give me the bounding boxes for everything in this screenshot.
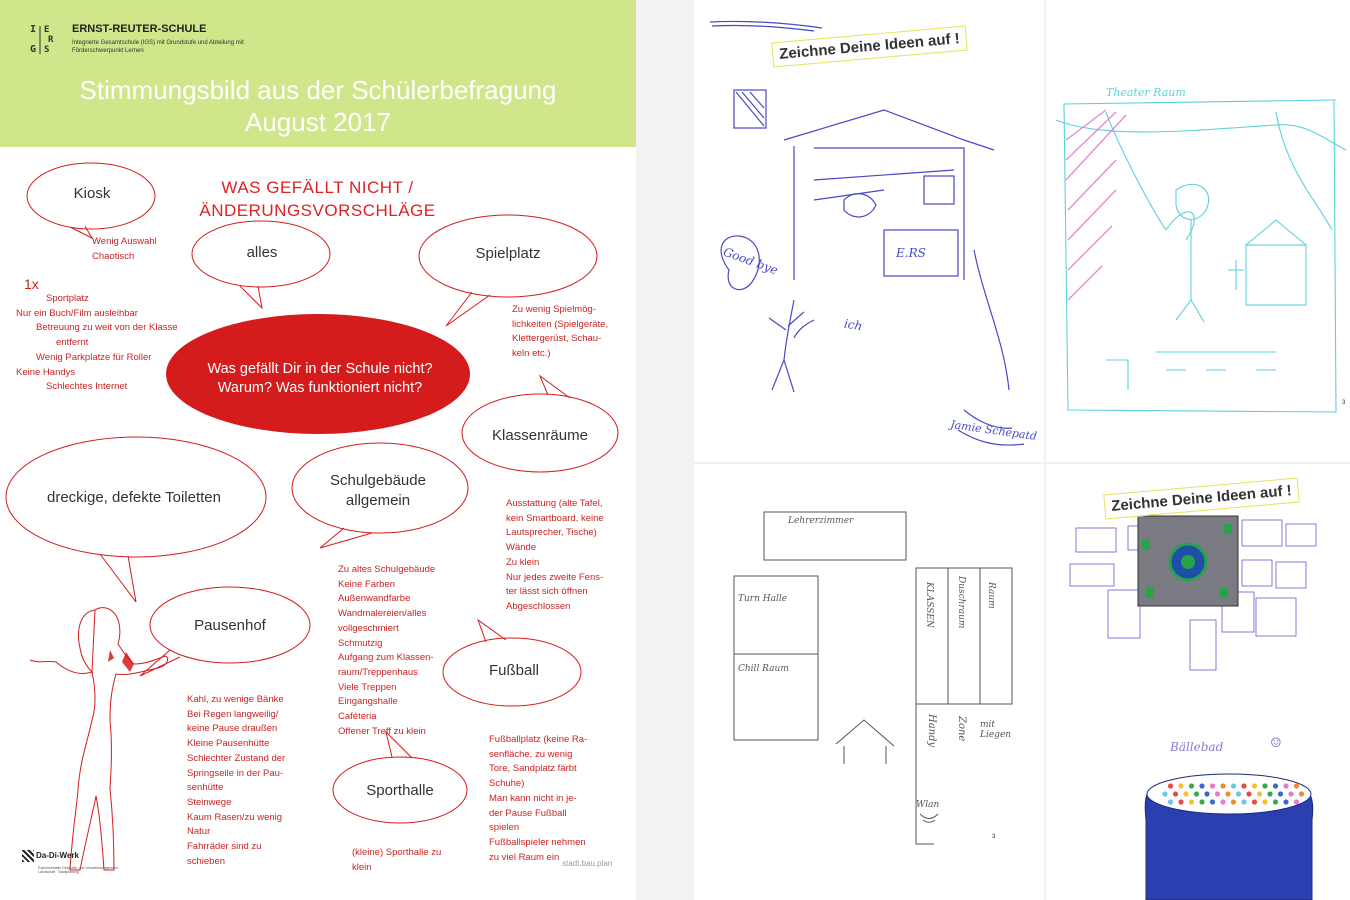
hw-chill-raum: Chill Raum <box>738 664 789 674</box>
ball-dot <box>1220 799 1225 804</box>
note-line: keine Pause draußen <box>187 723 278 735</box>
note-line: Keine Handys <box>16 366 76 378</box>
bubble-label-sporthalle: Sporthalle <box>366 782 434 799</box>
hw-ich: ich <box>842 316 864 334</box>
ball-dot <box>1204 791 1209 796</box>
note-line: senfläche, zu wenig <box>489 748 573 760</box>
note-line: schieben <box>187 855 226 867</box>
ball-dot <box>1267 791 1272 796</box>
note-line: Schlechtes Internet <box>46 381 128 393</box>
ball-dot <box>1236 791 1241 796</box>
notes-sporthalle <box>352 846 441 875</box>
note-line: Fußballspieler nehmen <box>489 836 586 848</box>
hw-ers: E.RS <box>896 246 926 260</box>
banner-zeichne-2: Zeichne Deine Ideen auf ! <box>1103 478 1299 520</box>
hw-klassen: KLASSEN <box>924 582 934 628</box>
ball-dot <box>1178 799 1183 804</box>
notes-misc <box>16 292 178 395</box>
svg-text:G: G <box>30 44 37 55</box>
ball-dot <box>1225 791 1230 796</box>
note-line: Bei Regen langweilig/ <box>187 708 279 720</box>
ball-dot <box>1199 783 1204 788</box>
ball-dot <box>1210 799 1215 804</box>
sketch-theater-room <box>1046 0 1350 462</box>
dadi-name: Da-Di-Werk <box>36 851 79 861</box>
hw-baellebad: Bällebad <box>1170 740 1224 754</box>
note-line: spielen <box>489 822 520 834</box>
heading-line-1: WAS GEFÄLLT NICHT / <box>221 178 414 197</box>
sketch-ball-pit <box>1046 464 1350 900</box>
ball-dot <box>1231 799 1236 804</box>
note-line: kein Smartboard, keine <box>506 512 604 524</box>
ball-dot <box>1210 783 1215 788</box>
girl-silhouette <box>30 608 168 870</box>
center-question <box>170 360 470 398</box>
note-line: Wände <box>506 542 537 554</box>
ball-dot <box>1168 799 1173 804</box>
drawing-panel-3 <box>694 464 1044 900</box>
sketch-school-building <box>694 0 1044 462</box>
note-line: Fahrräder sind zu <box>187 841 262 853</box>
note-line: Schlechter Zustand der <box>187 752 286 764</box>
note-line: Wenig Parkplatze für Roller <box>36 351 152 363</box>
bubble-label-schulgebaeude <box>310 471 446 511</box>
ball-dot <box>1241 799 1246 804</box>
notes-pausenhof <box>187 693 285 869</box>
title-line-2: August 2017 <box>244 107 391 137</box>
bubble-label-pausenhof: Pausenhof <box>194 617 266 634</box>
hw-raum: Raum <box>986 582 996 609</box>
note-line: Aufgang zum Klassen- <box>338 652 434 664</box>
hw-wlan: Wlan <box>916 800 940 810</box>
note-line: Chaotisch <box>92 250 135 262</box>
ball-dot <box>1194 791 1199 796</box>
note-line: entfernt <box>56 337 89 349</box>
note-line: Wandmalereien/alles <box>338 608 427 620</box>
note-line: Kleine Pausenhütte <box>187 738 270 750</box>
ball-dot <box>1231 783 1236 788</box>
ball-dot <box>1162 791 1167 796</box>
note-line: keln etc.) <box>512 348 551 360</box>
schulgebaeude-line-1: Schulgebäude <box>330 472 426 489</box>
note-line: raum/Treppenhaus <box>338 666 418 678</box>
ball-dot <box>1299 791 1304 796</box>
ball-dot <box>1199 799 1204 804</box>
ball-dot <box>1278 791 1283 796</box>
banner-zeichne-1: Zeichne Deine Ideen auf ! <box>771 26 967 68</box>
hw-lehrerzimmer: Lehrerzimmer <box>788 516 854 526</box>
hair-marks <box>108 650 134 672</box>
hw-zone: Zone <box>956 716 967 742</box>
ball-dot <box>1241 783 1246 788</box>
note-line: Fußballplatz (keine Ra- <box>489 734 588 745</box>
notes-fussball <box>489 733 587 865</box>
note-line: Eingangshalle <box>338 696 398 708</box>
note-line: Man kann nicht in je- <box>489 792 577 804</box>
note-line: Viele Treppen <box>338 681 397 693</box>
note-line: Schuhe) <box>489 778 525 790</box>
note-line: Caféteria <box>338 711 377 723</box>
dadi-mark-icon <box>22 850 34 862</box>
page-number-2: 3 <box>1342 400 1346 406</box>
svg-text:I: I <box>30 24 37 35</box>
note-line: Ausstattung (alte Tafel, <box>506 498 603 509</box>
note-line: Wenig Auswahl <box>92 236 157 247</box>
bubble-label-toiletten: dreckige, defekte Toiletten <box>46 489 221 506</box>
center-line-2: Warum? Was funktioniert nicht? <box>217 380 423 396</box>
stadt-bau-plan-credit: stadt.bau.plan <box>562 859 613 868</box>
page-number-3: 3 <box>992 834 996 840</box>
note-line: Betreuung zu weit von der Klasse <box>36 322 178 334</box>
note-line: senhütte <box>187 782 224 794</box>
svg-text:E: E <box>44 25 50 35</box>
note-line: klein <box>352 861 372 873</box>
note-line: Springseile in der Pau- <box>187 767 284 779</box>
note-line: Nur jedes zweite Fens- <box>506 571 604 583</box>
note-line: Zu wenig Spielmög- <box>512 304 596 315</box>
hw-duschraum: Duschraum <box>956 576 966 629</box>
ball-dot <box>1246 791 1251 796</box>
one-x-marker: 1x <box>24 276 39 292</box>
note-line: Abgeschlossen <box>506 600 571 612</box>
center-line-1: Was gefällt Dir in der Schule nicht? <box>207 361 433 377</box>
note-line: Sportplatz <box>46 293 89 304</box>
note-line: Tore, Sandplatz färbt <box>489 763 577 775</box>
bubble-label-fussball: Fußball <box>488 662 540 679</box>
bubble-label-spielplatz: Spielplatz <box>475 245 541 262</box>
note-line: lichkeiten (Spielgeräte, <box>512 318 609 330</box>
hw-theater-raum: Theater Raum <box>1106 86 1186 99</box>
ball-dot <box>1168 783 1173 788</box>
note-line: Zu klein <box>506 556 540 568</box>
svg-text:S: S <box>44 45 50 55</box>
smiley-icon: ☺ <box>1270 736 1282 751</box>
section-heading <box>190 176 445 222</box>
ball-dot <box>1178 783 1183 788</box>
note-line: Zu altes Schulgebäude <box>338 564 436 575</box>
note-line: zu viel Raum ein <box>489 851 560 863</box>
ball-dot <box>1215 791 1220 796</box>
note-line: Lautsprecher, Tische) <box>506 527 597 539</box>
note-line: vollgeschmiert <box>338 622 399 634</box>
notes-kiosk <box>92 235 157 264</box>
hw-signature: Jamie Schepatd <box>949 417 1038 444</box>
ball-dot <box>1262 799 1267 804</box>
ball-dot <box>1273 799 1278 804</box>
ball-dot <box>1189 799 1194 804</box>
ball-dot <box>1283 783 1288 788</box>
bubble-label-klassenraeume: Klassenräume <box>492 427 588 444</box>
hw-goodbye: Good bye <box>721 244 780 278</box>
note-line: Natur <box>187 826 211 838</box>
notes-klassenraeume <box>506 497 604 615</box>
note-line: Außenwandfarbe <box>338 593 411 605</box>
ball-dots <box>1162 783 1304 804</box>
note-line: ter lässt sich öffnen <box>506 586 588 598</box>
note-line: (kleine) Sporthalle zu <box>352 847 442 858</box>
ball-dot <box>1257 791 1262 796</box>
ball-dot <box>1220 783 1225 788</box>
bubble-label-alles: alles <box>246 244 278 261</box>
dadi-subtitle: Experimentelle Gebäude- und Umweltmanagement · Landschaft · Stadtplanung <box>38 866 120 874</box>
note-line: Schmutzig <box>338 637 383 649</box>
ball-dot <box>1189 783 1194 788</box>
note-line: Keine Farben <box>338 578 396 590</box>
ball-dot <box>1294 783 1299 788</box>
ball-dot <box>1173 791 1178 796</box>
ball-dot <box>1183 791 1188 796</box>
title-line-1: Stimmungsbild aus der Schülerbefragung <box>79 75 557 105</box>
hw-handy: Handy <box>926 714 937 748</box>
notes-spielplatz <box>512 303 608 362</box>
ball-dot <box>1294 799 1299 804</box>
drawing-panel-1 <box>694 0 1044 462</box>
poster <box>0 0 636 900</box>
dadi-logo <box>22 850 79 862</box>
ball-dot <box>1252 799 1257 804</box>
note-line: Nur ein Buch/Film ausleihbar <box>16 307 138 319</box>
colored-balls <box>1146 774 1316 814</box>
drawing-panel-2 <box>1046 0 1350 462</box>
ball-dot <box>1262 783 1267 788</box>
note-line: Kaum Rasen/zu wenig <box>187 811 283 823</box>
hw-turnhalle: Turn Halle <box>738 594 788 604</box>
ball-dot <box>1252 783 1257 788</box>
note-line: Offener Treff zu klein <box>338 725 426 737</box>
ball-dot <box>1283 799 1288 804</box>
ball-dot <box>1273 783 1278 788</box>
hw-mit-liegen: mit Liegen <box>980 720 1012 740</box>
school-subtitle: Integrierte Gesamtschule (IGS) mit Grundstufe und Abteilung mit Förderschwerpunkt Lernen <box>72 40 244 54</box>
svg-text:R: R <box>48 35 54 45</box>
ball-dot <box>1288 791 1293 796</box>
bubble-label-kiosk: Kiosk <box>73 185 111 202</box>
note-line: Kahl, zu wenige Bänke <box>187 694 284 705</box>
note-line: Klettergerüst, Schau- <box>512 333 602 345</box>
note-line: Steinwege <box>187 796 232 808</box>
notes-schulgebaeude <box>338 563 435 739</box>
heading-line-2: ÄNDERUNGSVORSCHLÄGE <box>199 201 436 220</box>
note-line: der Pause Fußball <box>489 807 567 819</box>
school-name: ERNST-REUTER-SCHULE <box>72 23 207 35</box>
drawing-panel-4 <box>1046 464 1350 900</box>
schulgebaeude-line-2: allgemein <box>345 492 411 509</box>
